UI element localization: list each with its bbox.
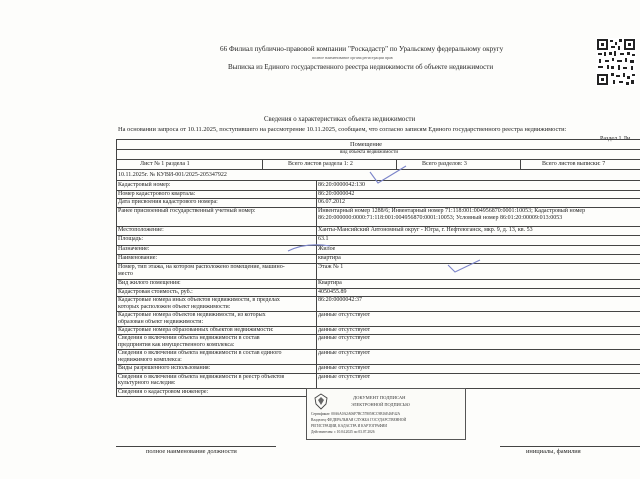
electronic-signature-stamp xyxy=(306,388,466,440)
stamp-line: Сертификат: 00A6A0A2A06F7BC578058CC9B16E46F42A xyxy=(311,412,401,416)
section-title: Сведения о характеристиках объекта недвижимости xyxy=(264,116,416,123)
row-label: Кадастровые номера иных объектов недвижимости, в пределах xyxy=(118,297,280,303)
row-value: Квартира xyxy=(318,280,342,286)
sections-total: Всего разделов: 3 xyxy=(422,161,467,167)
rosreestr-emblem-icon xyxy=(311,392,331,412)
row-value: Жилое xyxy=(318,245,336,252)
row-value: квартира xyxy=(318,255,341,261)
pen-check-icon xyxy=(286,240,332,254)
pen-check-icon xyxy=(446,258,482,274)
row-value: данные отсутствуют xyxy=(318,327,371,333)
stamp-line: РЕГИСТРАЦИИ, КАДАСТРА И КАРТОГРАФИИ xyxy=(311,424,387,428)
row-value: данные отсутствуют xyxy=(318,365,371,371)
stamp-line: Действителен: с 10.04.2025 по 03.07.2026 xyxy=(311,430,375,434)
row-label: Сведения о включении объекта недвижимости в реестр объектов xyxy=(118,373,285,380)
row-label-cont: предприятия как имущественного комплекса: xyxy=(118,341,235,348)
row-value: Инвентарный номер 1288/6; Инвентарный номер 71:118:001:004956870:0001:10053; Кадастровый номер xyxy=(318,207,586,214)
row-label: Дата присвоения кадастрового номера: xyxy=(118,199,218,205)
qr-code-icon xyxy=(596,38,636,86)
row-label-cont: место xyxy=(118,270,133,277)
row-label: Виды разрешенного использования: xyxy=(118,365,211,371)
stamp-line: Владелец: ФЕДЕРАЛЬНАЯ СЛУЖБА ГОСУДАРСТВЕННОЙ xyxy=(311,418,407,422)
sheets-total: Всего листов выписки: 7 xyxy=(542,161,606,167)
row-label: Площадь: xyxy=(118,236,144,242)
row-divider xyxy=(116,288,640,289)
row-label-cont: которых расположен объект недвижимости: xyxy=(118,303,231,310)
row-divider xyxy=(116,254,640,255)
row-label: Кадастровая стоимость, руб.: xyxy=(118,288,193,295)
section-label: Раздел 1 Ли xyxy=(600,136,631,142)
stamp-line: ЭЛЕКТРОННОЙ ПОДПИСЬЮ xyxy=(351,402,410,407)
row-label: Кадастровые номера объектов недвижимости, из которых xyxy=(118,312,266,318)
row-label-cont: культурного наследия: xyxy=(118,380,176,386)
table-left-border xyxy=(116,139,117,396)
row-label: Сведения о включении объекта недвижимости в состав единого xyxy=(118,350,282,356)
row-label: Назначение: xyxy=(118,245,150,252)
row-value: 86:20:0000042:130 xyxy=(318,182,366,188)
row-label: Вид жилого помещения: xyxy=(118,280,181,286)
row-value: данные отсутствуют xyxy=(318,312,371,318)
row-label: Ранее присвоенный государственный учетный номер: xyxy=(118,207,256,214)
row-divider xyxy=(116,279,640,280)
stamp-line: ДОКУМЕНТ ПОДПИСАН xyxy=(353,395,406,400)
row-divider xyxy=(116,245,640,246)
row-value: 06.07.2012 xyxy=(318,199,345,205)
row-label: Местоположение: xyxy=(118,226,164,233)
row-value: данные отсутствуют xyxy=(318,350,371,356)
position-caption: полное наименование должности xyxy=(146,448,237,455)
sheets-in-section: Всего листов раздела 1: 2 xyxy=(288,161,353,167)
row-label: Номер кадастрового квартала: xyxy=(118,190,196,197)
row-label: Кадастровые номера образованных объектов недвижимости: xyxy=(118,327,274,333)
row-value: 86:20:0000042:37 xyxy=(318,297,363,303)
document-title: Выписка из Единого государственного реестра недвижимости об объекте недвижимости xyxy=(228,63,494,71)
row-value: Этаж № 1 xyxy=(318,264,344,270)
row-divider xyxy=(116,235,640,236)
pen-check-icon xyxy=(368,164,408,186)
row-value: 63.1 xyxy=(318,236,329,242)
row-value: 4050455.89 xyxy=(318,288,347,295)
request-date-number: 10.11.2025г. № КУВИ-001/2025-205347922 xyxy=(118,172,227,178)
row-label: Сведения о включении объекта недвижимости в состав xyxy=(118,335,260,341)
object-type-caption: вид объекта недвижимости xyxy=(340,150,399,155)
row-divider xyxy=(116,396,316,397)
row-label: Кадастровый номер: xyxy=(118,182,171,188)
row-value: Ханты-Мансийский Автономный округ - Югра, г. Нефтеюганск, мкр. 9, д. 13, кв. 53 xyxy=(318,226,533,233)
row-label: Сведения о кадастровом инженере: xyxy=(118,388,209,395)
row-label: Номер, тип этажа, на котором расположено помещение, машино- xyxy=(118,264,285,270)
object-type: Помещение xyxy=(350,141,383,148)
row-label-cont: образован объект недвижимости: xyxy=(118,318,204,325)
row-value: данные отсутствуют xyxy=(318,373,371,380)
sheet-number: Лист № 1 раздела 1 xyxy=(140,161,190,167)
signer-name-caption: инициалы, фамилия xyxy=(526,448,581,455)
request-line: На основании запроса от 10.11.2025, поступившего на рассмотрение 10.11.2025, сообщаем, что согласно записям Единого государственного реестра недвижимости: xyxy=(118,126,567,133)
column-divider xyxy=(316,180,317,396)
row-label-cont: недвижимого комплекса: xyxy=(118,356,182,363)
row-value-cont: 86:20:000000:0000:71:118:001:004956870:0001:10053; Условный номер 86:01:20:00009:013:0053 xyxy=(318,214,563,221)
row-label: Наименование: xyxy=(118,255,158,261)
row-value: данные отсутствуют xyxy=(318,335,371,341)
org-name: 66 Филиал публично-правовой компании "Роскадастр" по Уральскому федеральному округу xyxy=(220,45,504,53)
row-value: 86:20:0000042 xyxy=(318,190,355,197)
org-caption: полное наименование органа регистрации прав xyxy=(312,55,393,60)
